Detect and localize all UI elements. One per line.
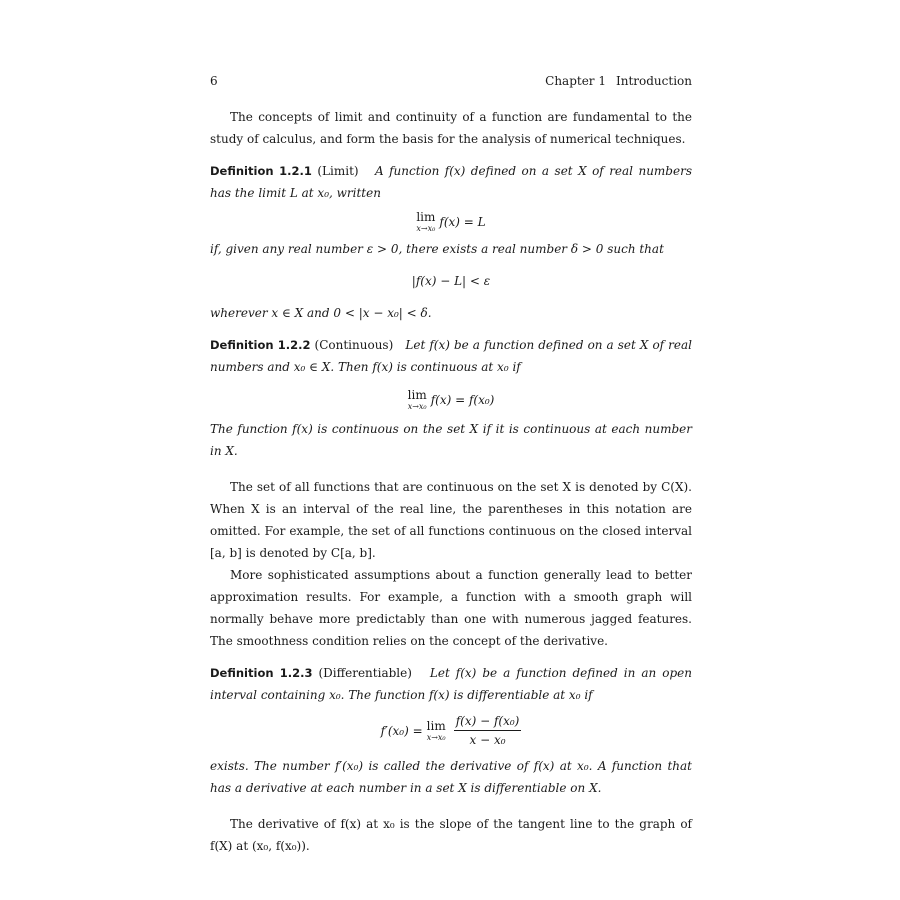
running-head: [545, 70, 692, 92]
page-number: 6: [210, 74, 218, 88]
chapter-title: Introduction: [616, 74, 692, 88]
continuity-equation: [210, 384, 692, 412]
definition-differentiable: [210, 662, 692, 799]
definition-limit: [210, 160, 692, 324]
lim-subscript: x→x₀: [426, 732, 446, 742]
paragraph-tangent: The derivative of f(x) at x₀ is the slope of the tangent line to the graph of f(X) at (x₀, f(x₀)).: [210, 817, 692, 853]
derivative-equation: [210, 712, 692, 749]
equation-lhs: f′(x₀) =: [380, 723, 423, 738]
lim-operator: lim: [407, 388, 427, 402]
definition-continuous: [210, 334, 692, 462]
equation-body: f(x) = f(x₀): [430, 393, 495, 407]
paragraph-continuous-set: The set of all functions that are continuous on the set X is denoted by C(X). When X is an interval of the real line, the parentheses in this notation are omitted. For example, the set of all functions continuous on the closed interval [a, b] is denoted by C[a, b].: [210, 480, 692, 560]
lim-subscript: x→x₀: [407, 402, 427, 411]
definition-name: (Differentiable): [318, 666, 412, 680]
limit-equation: [210, 206, 692, 234]
definition-label: Definition 1.2.2: [210, 338, 311, 352]
definition-label: Definition 1.2.1: [210, 164, 312, 178]
chapter-label: Chapter 1: [545, 74, 606, 88]
definition-text: Let f(x) be a function defined in an open interval containing x₀. The function f(x) is differentiable at x₀ if: [210, 666, 692, 702]
epsilon-inequality: |f(x) − L| < ε: [411, 274, 491, 288]
fraction-numerator: f(x) − f(x₀): [454, 712, 522, 731]
definition-text: exists. The number f′(x₀) is called the derivative of f(x) at x₀. A function that has a derivative at each number in a set X is differentiable on X.: [210, 759, 692, 795]
lim-operator: lim: [426, 718, 446, 733]
equation-body: f(x) = L: [439, 215, 486, 229]
difference-quotient: [454, 712, 522, 749]
definition-text: The function f(x) is continuous on the set X if it is continuous at each number in X.: [210, 422, 692, 458]
intro-paragraph: The concepts of limit and continuity of a function are fundamental to the study of calculus, and form the basis for the analysis of numerical techniques.: [210, 110, 692, 146]
page-header: [210, 70, 692, 92]
definition-name: (Limit): [317, 164, 359, 178]
definition-text: Let f(x) be a function defined on a set X of real numbers and x₀ ∈ X. Then f(x) is continuous at x₀ if: [210, 338, 692, 374]
paragraph-smoothness: More sophisticated assumptions about a function generally lead to better approximation results. For example, a function with a smooth graph will normally behave more predictably than one with numerous jagged features. The smoothness condition relies on the concept of the derivative.: [210, 568, 692, 648]
fraction-denominator: x − x₀: [469, 733, 506, 747]
definition-text: if, given any real number ε > 0, there exists a real number δ > 0 such that: [210, 242, 664, 256]
definition-label: Definition 1.2.3: [210, 666, 313, 680]
lim-subscript: x→x₀: [416, 224, 436, 233]
lim-operator: lim: [416, 210, 436, 224]
definition-name: (Continuous): [314, 338, 394, 352]
definition-text: wherever x ∈ X and 0 < |x − x₀| < δ.: [210, 306, 432, 320]
page: [210, 70, 692, 857]
definition-text: A function f(x) defined on a set X of real numbers has the limit L at x₀, written: [210, 164, 692, 200]
